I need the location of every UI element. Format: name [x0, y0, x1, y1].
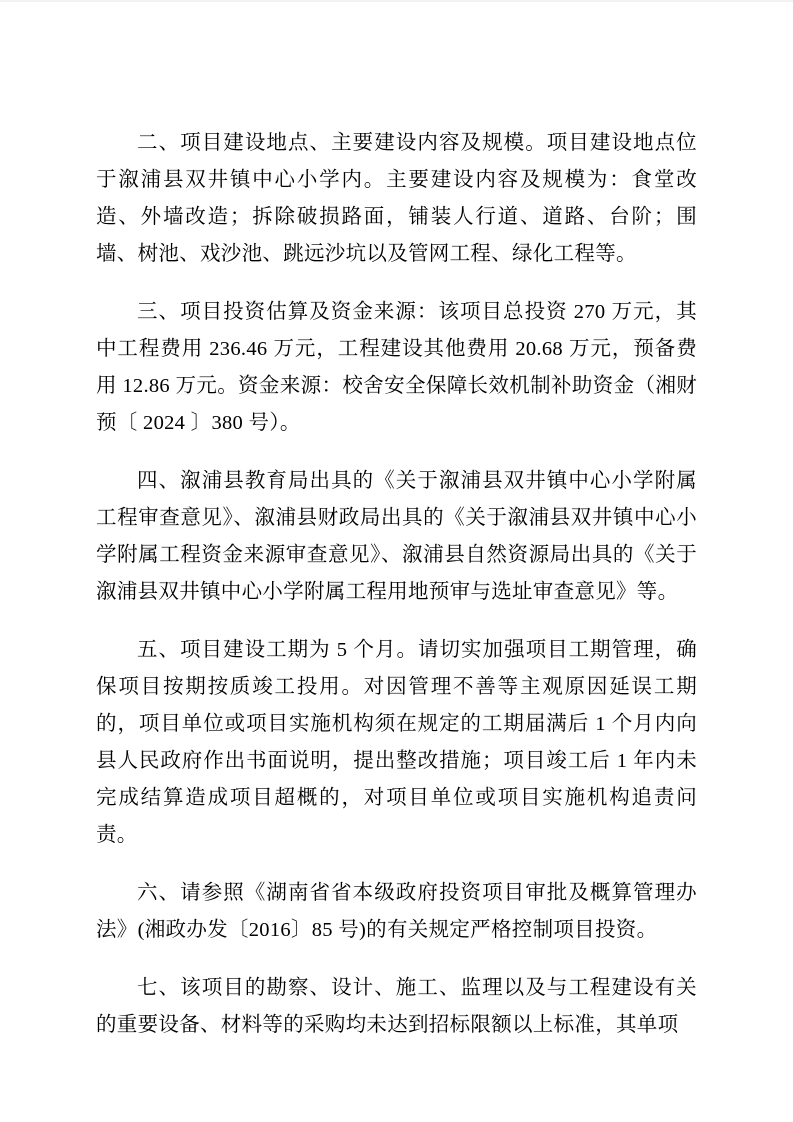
- paragraph-item-3: 三、项目投资估算及资金来源：该项目总投资 270 万元，其中工程费用 236.46 万元，工程建设其他费用 20.68 万元，预备费用 12.86 万元。资金来源：校舍安全保障长效机制补助资金（湘财预〔 2024 〕380 号）。: [96, 301, 697, 434]
- paragraph-item-6: 六、请参照《湖南省省本级政府投资项目审批及概算管理办法》(湘政办发〔2016〕85 号)的有关规定严格控制项目投资。: [96, 882, 697, 941]
- paragraph-item-4: 四、溆浦县教育局出具的《关于溆浦县双井镇中心小学附属工程审查意见》、溆浦县财政局出具的《关于溆浦县双井镇中心小学附属工程资金来源审查意见》、溆浦县自然资源局出具的《关于溆浦县双井镇中心小学附属工程用地预审与选址审查意见》等。: [96, 470, 697, 603]
- document-body: [96, 125, 697, 1044]
- document-page: [0, 2, 793, 1122]
- paragraph-item-2: 二、项目建设地点、主要建设内容及规模。项目建设地点位于溆浦县双井镇中心小学内。主要建设内容及规模为：食堂改造、外墙改造；拆除破损路面，铺装人行道、道路、台阶；围墙、树池、戏沙池、跳远沙坑以及管网工程、绿化工程等。: [96, 132, 697, 265]
- paragraph-item-7: 七、该项目的勘察、设计、施工、监理以及与工程建设有关的重要设备、材料等的采购均未达到招标限额以上标准，其单项: [96, 977, 697, 1036]
- paragraph-item-5: 五、项目建设工期为 5 个月。请切实加强项目工期管理，确保项目按期按质竣工投用。对因管理不善等主观原因延误工期的，项目单位或项目实施机构须在规定的工期届满后 1 个月内向县人民政府作出书面说明，提出整改措施；项目竣工后 1 年内未完成结算造成项目超概的，对项目单位或项目实施机构追责问责。: [96, 639, 697, 846]
